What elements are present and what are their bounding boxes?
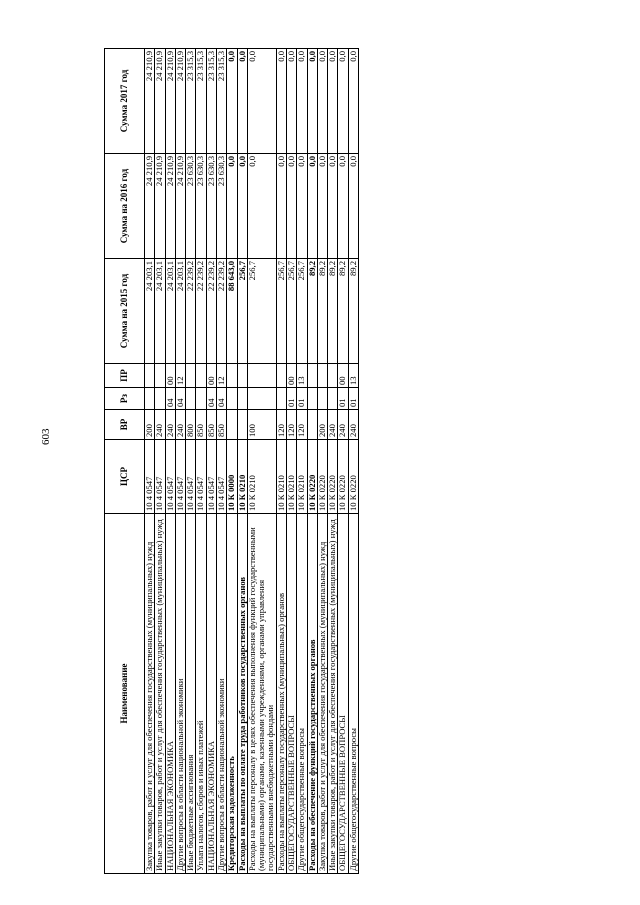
cell-vr: 800 [186, 410, 196, 440]
cell-sum-2017: 0,0 [297, 49, 307, 154]
cell-csr: 10 К 0210 [297, 440, 307, 514]
cell-vr: 850 [216, 410, 226, 440]
cell-sum-2017: 0,0 [237, 49, 247, 154]
cell-rz [186, 388, 196, 410]
cell-csr: 10 К 0220 [328, 440, 338, 514]
cell-csr: 10 К 0220 [317, 440, 327, 514]
cell-pr [276, 364, 286, 388]
cell-rz [247, 388, 276, 410]
cell-rz: 04 [175, 388, 185, 410]
cell-name: Расходы на выплаты по оплате труда работников государственных органов [237, 514, 247, 874]
header-vr: ВР [105, 410, 145, 440]
cell-sum-2015: 24 203,1 [145, 259, 155, 364]
cell-sum-2015: 22 239,2 [186, 259, 196, 364]
cell-pr: 00 [286, 364, 296, 388]
table-row [165, 49, 175, 874]
cell-rz: 04 [216, 388, 226, 410]
cell-csr: 10 К 0210 [286, 440, 296, 514]
cell-sum-2017: 0,0 [328, 49, 338, 154]
cell-sum-2016: 0,0 [328, 154, 338, 259]
cell-rz [196, 388, 206, 410]
cell-rz [317, 388, 327, 410]
cell-vr: 200 [145, 410, 155, 440]
cell-pr: 00 [206, 364, 216, 388]
cell-sum-2016: 0,0 [227, 154, 237, 259]
cell-csr: 10 К 0210 [237, 440, 247, 514]
table-row [297, 49, 307, 874]
cell-sum-2017: 23 315,3 [196, 49, 206, 154]
cell-sum-2016: 24 210,9 [155, 154, 165, 259]
cell-vr: 240 [328, 410, 338, 440]
cell-name: ОБЩЕГОСУДАРСТВЕННЫЕ ВОПРОСЫ [338, 514, 348, 874]
table-row [216, 49, 226, 874]
cell-rz [237, 388, 247, 410]
cell-name: Другие общегосударственные вопросы [297, 514, 307, 874]
cell-sum-2015: 22 239,2 [196, 259, 206, 364]
table-row [227, 49, 237, 874]
cell-rz [276, 388, 286, 410]
cell-name: НАЦИОНАЛЬНАЯ ЭКОНОМИКА [206, 514, 216, 874]
cell-csr: 10 К 0220 [338, 440, 348, 514]
table-row [247, 49, 276, 874]
cell-pr: 12 [216, 364, 226, 388]
cell-vr: 120 [297, 410, 307, 440]
cell-csr: 10 4 0547 [206, 440, 216, 514]
cell-vr: 200 [317, 410, 327, 440]
table-row [348, 49, 358, 874]
cell-name: Иные закупки товаров, работ и услуг для обеспечения государственных (муниципальных) нужд [328, 514, 338, 874]
table-row [145, 49, 155, 874]
cell-rz: 04 [165, 388, 175, 410]
cell-pr [227, 364, 237, 388]
cell-sum-2017: 0,0 [348, 49, 358, 154]
table-row [196, 49, 206, 874]
cell-sum-2015: 256,7 [297, 259, 307, 364]
cell-pr [196, 364, 206, 388]
cell-pr: 00 [165, 364, 175, 388]
cell-rz [307, 388, 317, 410]
table-body [145, 49, 359, 874]
cell-vr: 240 [175, 410, 185, 440]
cell-sum-2017: 0,0 [338, 49, 348, 154]
cell-sum-2016: 0,0 [338, 154, 348, 259]
cell-name: Иные бюджетные ассигнования [186, 514, 196, 874]
cell-rz: 01 [286, 388, 296, 410]
cell-sum-2016: 0,0 [348, 154, 358, 259]
cell-sum-2015: 24 203,1 [175, 259, 185, 364]
cell-rz [328, 388, 338, 410]
cell-vr: 240 [165, 410, 175, 440]
header-name: Наименование [105, 514, 145, 874]
cell-pr [247, 364, 276, 388]
table-row [317, 49, 327, 874]
cell-sum-2017: 0,0 [317, 49, 327, 154]
cell-sum-2017: 0,0 [247, 49, 276, 154]
cell-name: НАЦИОНАЛЬНАЯ ЭКОНОМИКА [165, 514, 175, 874]
cell-sum-2016: 0,0 [317, 154, 327, 259]
cell-sum-2016: 24 210,9 [165, 154, 175, 259]
cell-pr [237, 364, 247, 388]
cell-pr: 13 [348, 364, 358, 388]
cell-vr: 850 [196, 410, 206, 440]
cell-sum-2016: 24 210,9 [175, 154, 185, 259]
header-pr: ПР [105, 364, 145, 388]
cell-csr: 10 К 0220 [348, 440, 358, 514]
cell-sum-2015: 89,2 [317, 259, 327, 364]
cell-name: Уплата налогов, сборов и иных платежей [196, 514, 206, 874]
cell-pr [317, 364, 327, 388]
cell-vr: 850 [206, 410, 216, 440]
cell-sum-2015: 89,2 [307, 259, 317, 364]
cell-vr: 120 [286, 410, 296, 440]
cell-sum-2017: 0,0 [307, 49, 317, 154]
table-header-row [105, 49, 145, 874]
cell-sum-2017: 24 210,9 [155, 49, 165, 154]
budget-table [104, 48, 359, 874]
cell-sum-2016: 0,0 [307, 154, 317, 259]
cell-pr: 00 [338, 364, 348, 388]
cell-name: Другие вопросы в области национальной экономики [216, 514, 226, 874]
table-row [276, 49, 286, 874]
cell-name: Другие общегосударственные вопросы [348, 514, 358, 874]
cell-pr: 13 [297, 364, 307, 388]
cell-sum-2017: 24 210,9 [175, 49, 185, 154]
cell-sum-2016: 24 210,9 [145, 154, 155, 259]
cell-vr: 240 [348, 410, 358, 440]
cell-rz: 01 [338, 388, 348, 410]
cell-name: Закупка товаров, работ и услуг для обеспечения государственных (муниципальных) нужд [145, 514, 155, 874]
cell-csr: 10 4 0547 [155, 440, 165, 514]
cell-sum-2015: 256,7 [237, 259, 247, 364]
cell-sum-2016: 0,0 [237, 154, 247, 259]
cell-sum-2015: 24 203,1 [165, 259, 175, 364]
table-row [155, 49, 165, 874]
cell-sum-2017: 24 210,9 [145, 49, 155, 154]
cell-rz [145, 388, 155, 410]
cell-sum-2015: 88 643,0 [227, 259, 237, 364]
cell-rz [155, 388, 165, 410]
table-row [237, 49, 247, 874]
cell-pr [307, 364, 317, 388]
cell-sum-2015: 89,2 [338, 259, 348, 364]
cell-pr [186, 364, 196, 388]
cell-csr: 10 4 0547 [145, 440, 155, 514]
cell-vr [237, 410, 247, 440]
cell-sum-2015: 22 239,2 [206, 259, 216, 364]
cell-csr: 10 К 0210 [276, 440, 286, 514]
cell-csr: 10 4 0547 [196, 440, 206, 514]
table-row [338, 49, 348, 874]
cell-sum-2017: 23 315,3 [216, 49, 226, 154]
table-row [175, 49, 185, 874]
cell-sum-2015: 89,2 [348, 259, 358, 364]
cell-sum-2016: 23 630,3 [196, 154, 206, 259]
cell-rz: 04 [206, 388, 216, 410]
cell-name: Кредиторская задолженность [227, 514, 237, 874]
cell-csr: 10 К 0210 [247, 440, 276, 514]
cell-csr: 10 К 0000 [227, 440, 237, 514]
cell-sum-2015: 256,7 [276, 259, 286, 364]
cell-sum-2017: 0,0 [276, 49, 286, 154]
cell-sum-2017: 23 315,3 [186, 49, 196, 154]
table-row [286, 49, 296, 874]
cell-sum-2016: 0,0 [276, 154, 286, 259]
cell-sum-2015: 22 239,2 [216, 259, 226, 364]
cell-name: Иные закупки товаров, работ и услуг для обеспечения государственных (муниципальных) нужд [155, 514, 165, 874]
cell-csr: 10 4 0547 [165, 440, 175, 514]
cell-name: Расходы на выплаты персоналу в целях обеспечения выполнения функций государственными (муниципальными) органами, казенными учреждениями, органами управления государственными внебюджетными фондами [247, 514, 276, 874]
cell-sum-2015: 256,7 [247, 259, 276, 364]
cell-rz [227, 388, 237, 410]
header-sum-2016: Сумма на 2016 год [105, 154, 145, 259]
cell-sum-2017: 24 210,9 [165, 49, 175, 154]
cell-csr: 10 4 0547 [186, 440, 196, 514]
cell-sum-2017: 0,0 [286, 49, 296, 154]
cell-name: Расходы на выплаты персоналу государственных (муниципальных) органов [276, 514, 286, 874]
cell-pr [328, 364, 338, 388]
cell-sum-2016: 0,0 [286, 154, 296, 259]
header-sum-2015: Сумма на 2015 год [105, 259, 145, 364]
cell-sum-2016: 0,0 [297, 154, 307, 259]
cell-sum-2015: 256,7 [286, 259, 296, 364]
cell-name: ОБЩЕГОСУДАРСТВЕННЫЕ ВОПРОСЫ [286, 514, 296, 874]
table-row [206, 49, 216, 874]
header-sum-2017: Сумма 2017 год [105, 49, 145, 154]
cell-pr [145, 364, 155, 388]
rotated-page [104, 49, 604, 874]
table-row [186, 49, 196, 874]
cell-vr [307, 410, 317, 440]
header-csr: ЦСР [105, 440, 145, 514]
cell-pr [155, 364, 165, 388]
cell-csr: 10 4 0547 [216, 440, 226, 514]
table-row [328, 49, 338, 874]
cell-csr: 10 К 0220 [307, 440, 317, 514]
header-rz: Рз [105, 388, 145, 410]
cell-rz: 01 [348, 388, 358, 410]
cell-name: Закупка товаров, работ и услуг для обеспечения государственных (муниципальных) нужд [317, 514, 327, 874]
table-row [307, 49, 317, 874]
cell-sum-2017: 0,0 [227, 49, 237, 154]
cell-vr: 240 [338, 410, 348, 440]
cell-pr: 12 [175, 364, 185, 388]
cell-sum-2017: 23 315,3 [206, 49, 216, 154]
cell-sum-2016: 23 630,3 [216, 154, 226, 259]
cell-sum-2016: 23 630,3 [186, 154, 196, 259]
cell-sum-2016: 0,0 [247, 154, 276, 259]
cell-csr: 10 4 0547 [175, 440, 185, 514]
cell-name: Другие вопросы в области национальной экономики [175, 514, 185, 874]
cell-vr [227, 410, 237, 440]
cell-sum-2016: 23 630,3 [206, 154, 216, 259]
page-number: 603 [40, 428, 52, 445]
cell-vr: 240 [155, 410, 165, 440]
cell-rz: 01 [297, 388, 307, 410]
cell-name: Расходы на обеспечение функций государственных органов [307, 514, 317, 874]
cell-sum-2015: 24 203,1 [155, 259, 165, 364]
cell-vr: 100 [247, 410, 276, 440]
cell-vr: 120 [276, 410, 286, 440]
cell-sum-2015: 89,2 [328, 259, 338, 364]
